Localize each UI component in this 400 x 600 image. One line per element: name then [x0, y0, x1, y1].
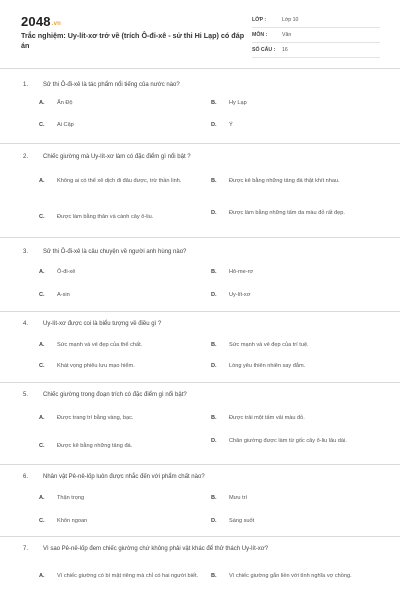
option-a[interactable]: A. Sức mạnh và vẻ đẹp của thể chất. — [39, 342, 143, 348]
question-divider — [0, 536, 400, 537]
question-text: 2. Chiếc giường mà Uy-lít-xơ làm có đặc điểm gì nổi bật ? — [23, 154, 191, 160]
question-3 — [21, 247, 381, 298]
info-value: Văn — [282, 32, 292, 38]
question-7 — [21, 544, 381, 579]
site-logo[interactable]: 2048.vn — [21, 14, 62, 29]
page-title: Trắc nghiệm: Uy-lít-xơ trở về (trích Ô-đi-xê - sử thi Hi Lạp) có đáp án — [21, 31, 245, 50]
question-2 — [21, 152, 381, 220]
header-divider — [0, 68, 400, 69]
option-b[interactable]: B. Được kê bằng những tảng đá thật khít nhau. — [211, 178, 340, 184]
option-d[interactable]: D. Lòng yêu thiên nhiên say đắm. — [211, 363, 306, 369]
info-label: LỚP : — [252, 17, 267, 23]
option-b[interactable]: B. Vì chiếc giường gắn liền với tình nghĩa vợ chồng. — [211, 573, 352, 579]
info-value: Lớp 10 — [282, 17, 299, 23]
question-text: 4. Uy-lít-xơ được coi là biểu tượng về điều gì ? — [23, 321, 162, 327]
quiz-info-panel — [252, 13, 380, 58]
option-a[interactable]: A. Ấn Độ — [39, 100, 73, 106]
subject-row — [252, 28, 380, 43]
option-b[interactable]: B. Được trải một tấm vải màu đỏ. — [211, 415, 305, 421]
info-value: 16 — [282, 47, 288, 53]
option-c[interactable]: C. Khát vọng phiêu lưu mạo hiểm. — [39, 363, 135, 369]
option-c[interactable]: C. Khôn ngoan — [39, 518, 88, 524]
question-text: 6. Nhân vật Pê-nê-lốp luôn được nhắc đến với phẩm chất nào? — [23, 474, 205, 480]
question-1 — [21, 80, 381, 128]
option-a[interactable]: A. Được trang trí bằng vàng, bạc. — [39, 415, 134, 421]
option-c[interactable]: C. Ai Cập — [39, 122, 74, 128]
question-divider — [0, 237, 400, 238]
option-d[interactable]: D. Uy-lít-xơ — [211, 292, 251, 298]
option-a[interactable]: A. Thận trọng — [39, 495, 85, 501]
info-label: MÔN : — [252, 32, 268, 38]
question-5 — [21, 390, 381, 449]
option-b[interactable]: B. Hô-me-rơ — [211, 269, 254, 275]
option-d[interactable]: D. Được làm bằng những tấm da màu đỏ rất đẹp. — [211, 210, 345, 216]
class-row — [252, 13, 380, 28]
option-b[interactable]: B. Hy Lạp — [211, 100, 247, 106]
question-divider — [0, 382, 400, 383]
question-count-row — [252, 43, 380, 58]
option-d[interactable]: D. Ý — [211, 122, 233, 128]
question-6 — [21, 472, 381, 524]
question-divider — [0, 143, 400, 144]
option-b[interactable]: B. Mưu trí — [211, 495, 248, 501]
question-text: 3. Sử thi Ô-đi-xê là câu chuyện về người anh hùng nào? — [23, 249, 187, 255]
option-d[interactable]: D. Sáng suốt — [211, 518, 255, 524]
option-c[interactable]: C. Được kê bằng những tảng đá. — [39, 443, 133, 449]
option-d[interactable]: D. Chân giường được làm từ gốc cây ô-liu lâu dài. — [211, 438, 347, 444]
option-b[interactable]: B. Sức mạnh và vẻ đẹp của trí tuệ. — [211, 342, 309, 348]
question-text: 1. Sử thi Ô-đi-xê là tác phẩm nổi tiếng của nước nào? — [23, 82, 180, 88]
option-a[interactable]: A. Vì chiếc giường có bí mật riêng mà chỉ có hai người biết. — [39, 573, 199, 579]
option-a[interactable]: A. Ô-đi-xê — [39, 269, 76, 275]
question-text: 7. Vì sao Pê-nê-lốp đem chiếc giường chứ không phải vật khác để thử thách Uy-lít-xơ? — [23, 546, 269, 552]
question-4 — [21, 319, 381, 369]
option-a[interactable]: A. Không ai có thể xê dịch đi đâu được, trừ thần linh. — [39, 178, 182, 184]
option-c[interactable]: C. A-sin — [39, 292, 70, 298]
question-divider — [0, 311, 400, 312]
question-text: 5. Chiếc giường trong đoạn trích có đặc điểm gì nổi bật? — [23, 392, 187, 398]
question-divider — [0, 464, 400, 465]
info-label: SỐ CÂU : — [252, 47, 276, 53]
option-c[interactable]: C. Được làm bằng thân và cành cây ô-liu. — [39, 214, 154, 220]
